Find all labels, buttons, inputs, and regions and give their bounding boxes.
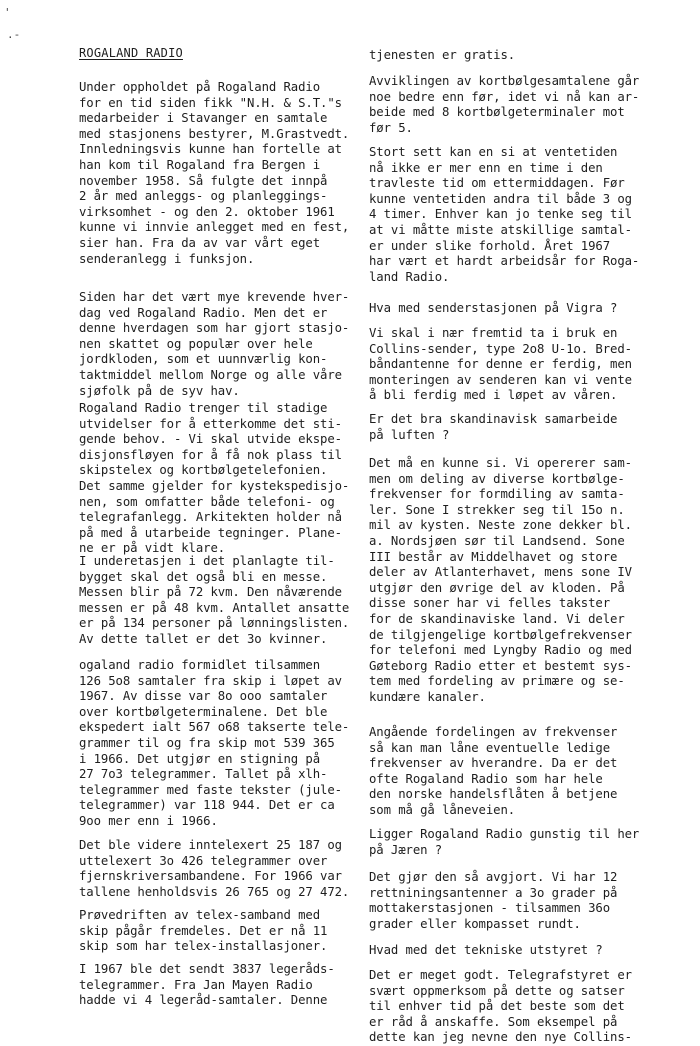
paragraph: ogaland radio formidlet tilsammen 126 5o8 samtaler fra skip i løpet av 1967. Av disse var 8o ooo samtaler over kortbølgeterminalene. Det ble ekspedert ialt 567 o68 takserte tele- grammer til og fra skip mot 539 365 i 1966. Det utgjør en stigning på 27 7o3 telegrammer. Tallet på xlh- telegrammer med faste tekster (jule- telegrammer) var 118 944. Det er ca 9oo mer enn i 1966. — [79, 658, 350, 828]
paragraph: Rogaland Radio trenger til stadige utvidelser for å etterkomme det sti- gende behov. - Vi skal utvide ekspe- disjonsfløyen for å få nok plass til skipstelex og kortbølgetelefonien. Det samme gjelder for kystekspedisjo- nen, som omfatter både telefoni- og telegrafanlegg. Arkitekten holder nå på med å utarbeide tegninger. Plane- ne er på vidt klare. — [79, 401, 350, 556]
paragraph: I 1967 ble det sendt 3837 legeråds- telegrammer. Fra Jan Mayen Radio hadde vi 4 legeråd-samtaler. Denne — [79, 962, 335, 1008]
paragraph: Det gjør den så avgjort. Vi har 12 rettniningsantenner a 3o grader på mottakerstasjonen - tilsammen 36o grader eller kompasset rundt. — [369, 870, 618, 931]
paragraph: Prøvedriften av telex-samband med skip pågår fremdeles. Det er nå 11 skip som har telex-installasjoner. — [79, 908, 328, 954]
paragraph: Avviklingen av kortbølgesamtalene går noe bedre enn før, idet vi nå kan ar- beide med 8 kortbølgeterminaler mot før 5. — [369, 74, 640, 135]
paragraph: Angående fordelingen av frekvenser så kan man låne eventuelle ledige frekvenser av hverandre. Da er det ofte Rogaland Radio som har hele den norske handelsflåten å betjene som må gå låneveien. — [369, 725, 618, 817]
question: Hvad med det tekniske utstyret ? — [369, 943, 603, 957]
paragraph: Vi skal i nær fremtid ta i bruk en Collins-sender, type 2o8 U-1o. Bred- båndantenne for denne er ferdig, men monteringen av senderen kan vi vente å bli ferdig med i løpet av våren. — [369, 326, 632, 403]
margin-mark: ' — [4, 6, 11, 19]
margin-mark: .- — [7, 28, 21, 41]
question: Hva med senderstasjonen på Vigra ? — [369, 301, 618, 315]
paragraph: tjenesten er gratis. — [369, 48, 516, 62]
paragraph: Det ble videre inntelexert 25 187 og uttelexert 3o 426 telegrammer over fjernskriversambandene. For 1966 var tallene henholdsvis 26 765 og 27 472. — [79, 838, 350, 899]
article-title: ROGALAND RADIO — [79, 46, 183, 60]
question: Er det bra skandinavisk samarbeide på luften ? — [369, 412, 618, 442]
paragraph: Det må en kunne si. Vi opererer sam- men om deling av diverse kortbølge- frekvenser for formdiling av samta- ler. Sone I strekker seg til 15o n. mil av kysten. Neste zone dekker bl. a. Nordsjøen sør til Landsend. Sone III består av Middelhavet og store deler av Atlanterhavet, mens sone IV utgjør den øvrige del av kloden. På disse soner har vi felles takster for de skandinaviske land. Vi deler de tilgjengelige kortbølgefrekvenser for telefoni med Lyngby Radio og med Gøteborg Radio etter et bestemt sys- tem med fordeling av primære og se- kundære kanaler. — [369, 456, 632, 704]
paragraph: Under oppholdet på Rogaland Radio for en tid siden fikk "N.H. & S.T."s medarbeider i Stavanger en samtale med stasjonens bestyrer, M.Grastvedt. Innledningsvis kunne han fortelle at han kom til Rogaland fra Bergen i november 1958. Så fulgte det innpå 2 år med anleggs- og planleggings- virksomhet - og den 2. oktober 1961 kunne vi innvie anlegget med en fest, sier han. Fra da av var vårt eget senderanlegg i funksjon. — [79, 80, 350, 266]
paragraph: Stort sett kan en si at ventetiden nå ikke er mer enn en time i den travleste tid om ettermiddagen. Før kunne ventetiden andra til både 3 og 4 timer. Enhver kan jo tenke seg til at vi måtte miste atskillige samtal- er under slike forhold. Året 1967 har vært et hardt arbeidsår for Roga- land Radio. — [369, 145, 640, 284]
paragraph: I underetasjen i det planlagte til- bygget skal det også bli en messe. Messen blir på 72 kvm. Den nåværende messen er på 48 kvm. Antallet ansatte er på 134 personer på lønningslisten. Av dette tallet er det 3o kvinner. — [79, 554, 350, 646]
question: Ligger Rogaland Radio gunstig til her på Jæren ? — [369, 827, 640, 857]
paragraph: Det er meget godt. Telegrafstyret er svært oppmerksom på dette og satser til enhver tid på det beste som det er råd å anskaffe. Som eksempel på dette kan jeg nevne den nye Collins- — [369, 968, 632, 1045]
paragraph: Siden har det vært mye krevende hver- dag ved Rogaland Radio. Men det er denne hverdagen som har gjort stasjo- nen skattet og populær over hele jordkloden, som et uunnværlig kon- taktmiddel mellom Norge og alle våre sjøfolk på de syv hav. — [79, 290, 350, 398]
